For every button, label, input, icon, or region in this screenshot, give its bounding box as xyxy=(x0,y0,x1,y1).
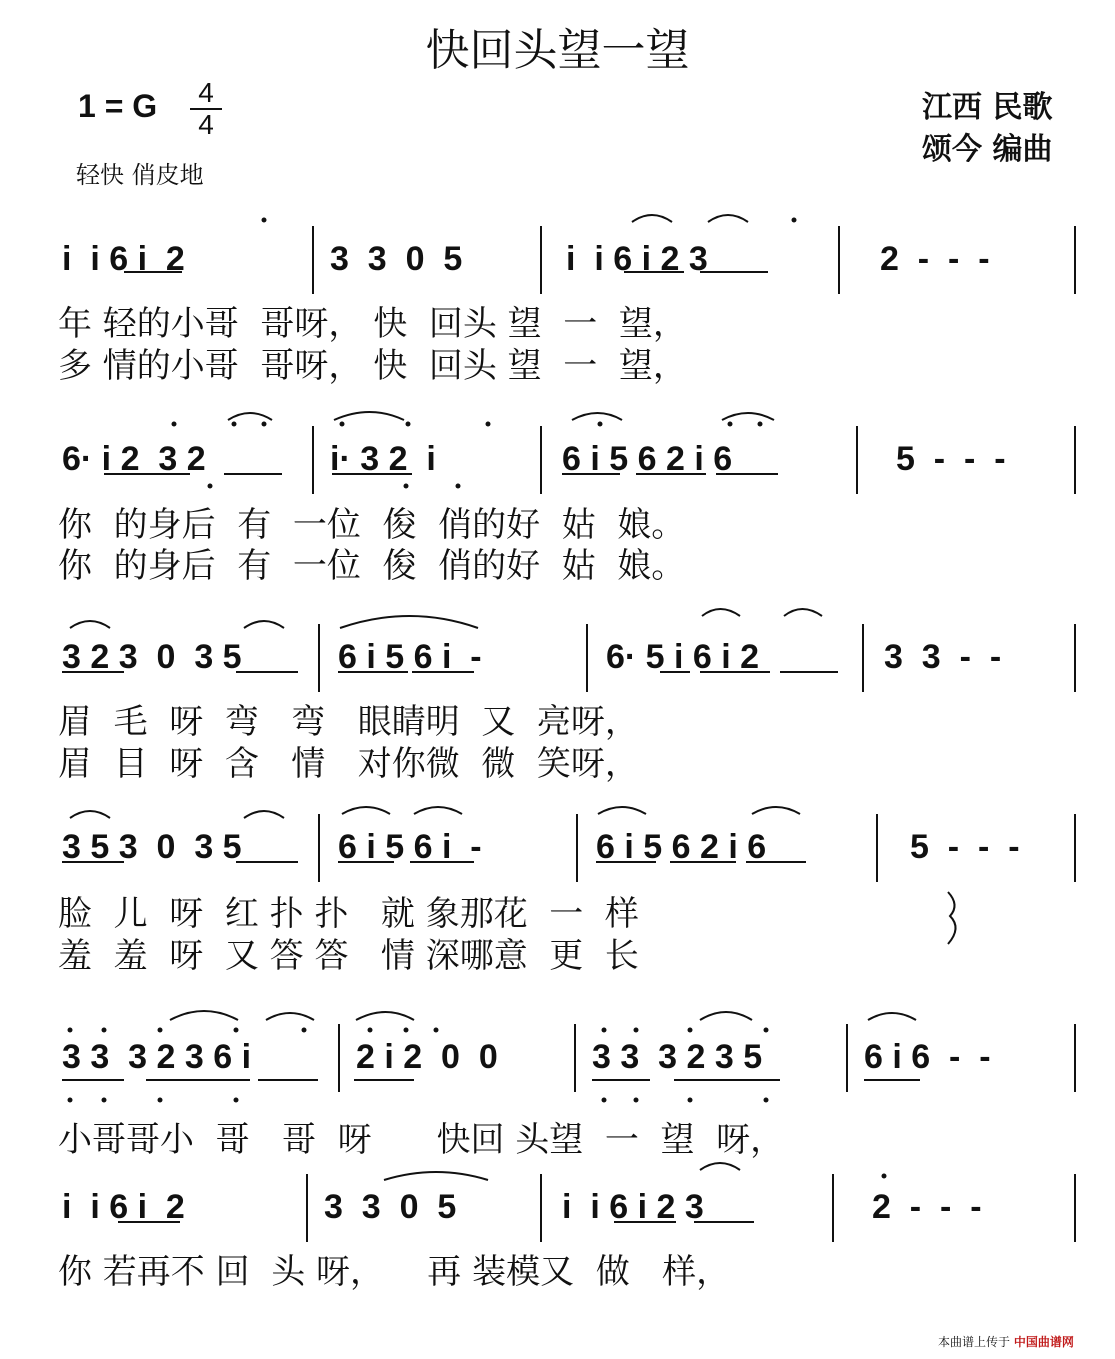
measure: 2 i 2 0 0 xyxy=(356,1038,498,1076)
measure: 6 i 5 6 i - xyxy=(338,638,482,676)
lyric-line: 你 的身后 有 一位 俊 俏的好 姑 娘。 xyxy=(58,546,686,586)
footer-text: 本曲谱上传于 xyxy=(938,1335,1011,1349)
measure: 6 i 6 - - xyxy=(864,1038,991,1076)
lyric-line: 年 轻的小哥 哥呀， 快 回头 望 一 望， xyxy=(58,304,687,344)
measure: 6· i 2 3 2 xyxy=(62,440,206,478)
measure: 6 i 5 6 i - xyxy=(338,828,482,866)
notation-system-4 xyxy=(0,800,1115,890)
measure: i i 6 i 2 3 xyxy=(562,1188,704,1226)
lyric-line: 眉 毛 呀 弯 弯 眼睛明 又 亮呀， xyxy=(58,702,639,742)
measure: 3 3 0 5 xyxy=(330,240,463,278)
lyric-line: 羞 羞 呀 又 答 答 情 深哪意 更 长 xyxy=(58,936,639,976)
measure: 3 3 0 5 xyxy=(324,1188,457,1226)
tempo-marking: 轻快 俏皮地 xyxy=(76,161,204,189)
notation-system-5 xyxy=(0,1010,1115,1100)
notation-system-6 xyxy=(0,1160,1115,1250)
measure: i i 6 i 2 3 xyxy=(566,240,708,278)
notation-system-3 xyxy=(0,610,1115,700)
time-signature xyxy=(186,78,226,140)
measure: 3 5 3 0 3 5 xyxy=(62,828,242,866)
page-title: 快回头望一望 xyxy=(425,25,690,76)
measure: 5 - - - xyxy=(910,828,1020,866)
measure: i i 6 i 2 xyxy=(62,1188,185,1226)
measure: 3 3 3 2 3 6 i xyxy=(62,1038,252,1076)
measure: i· 3 2 i xyxy=(330,440,436,478)
measure: 2 - - - xyxy=(880,240,990,278)
lyric-line: 多 情的小哥 哥呀， 快 回头 望 一 望， xyxy=(58,346,687,386)
measure: 2 - - - xyxy=(872,1188,982,1226)
measure: 6 i 5 6 2 i 6 xyxy=(562,440,733,478)
notation-system-1 xyxy=(0,212,1115,302)
measure: 3 3 - - xyxy=(884,638,1002,676)
lyric-line: 你 的身后 有 一位 俊 俏的好 姑 娘。 xyxy=(58,505,686,545)
measure: 3 2 3 0 3 5 xyxy=(62,638,242,676)
lyric-line: 小哥哥小 哥 哥 呀 快回 头望 一 望 呀， xyxy=(58,1120,785,1160)
measure: 6 i 5 6 2 i 6 xyxy=(596,828,767,866)
footer-credit xyxy=(938,1333,1074,1350)
measure: 3 3 3 2 3 5 xyxy=(592,1038,763,1076)
key-signature: 1 = G xyxy=(78,88,158,124)
measure: 5 - - - xyxy=(896,440,1006,478)
time-signature-bottom: 4 xyxy=(198,109,214,140)
lyric-line: 你 若再不 回 头 呀， 再 装模又 做 样， xyxy=(58,1252,731,1292)
time-signature-top: 4 xyxy=(198,77,214,108)
measure: 6· 5 i 6 i 2 xyxy=(606,638,760,676)
site-brand: 中国曲谱网 xyxy=(1013,1335,1074,1349)
lyric-line: 脸 儿 呀 红 扑 扑 就 象那花 一 样 xyxy=(58,894,639,934)
lyric-line: 眉 目 呀 含 情 对你微 微 笑呀， xyxy=(58,744,639,784)
arranger-credit: 颂今 编曲 xyxy=(922,132,1053,167)
song-origin: 江西 民歌 xyxy=(922,90,1053,125)
notation-system-2 xyxy=(0,412,1115,502)
measure: i i 6 i 2 xyxy=(62,240,185,278)
